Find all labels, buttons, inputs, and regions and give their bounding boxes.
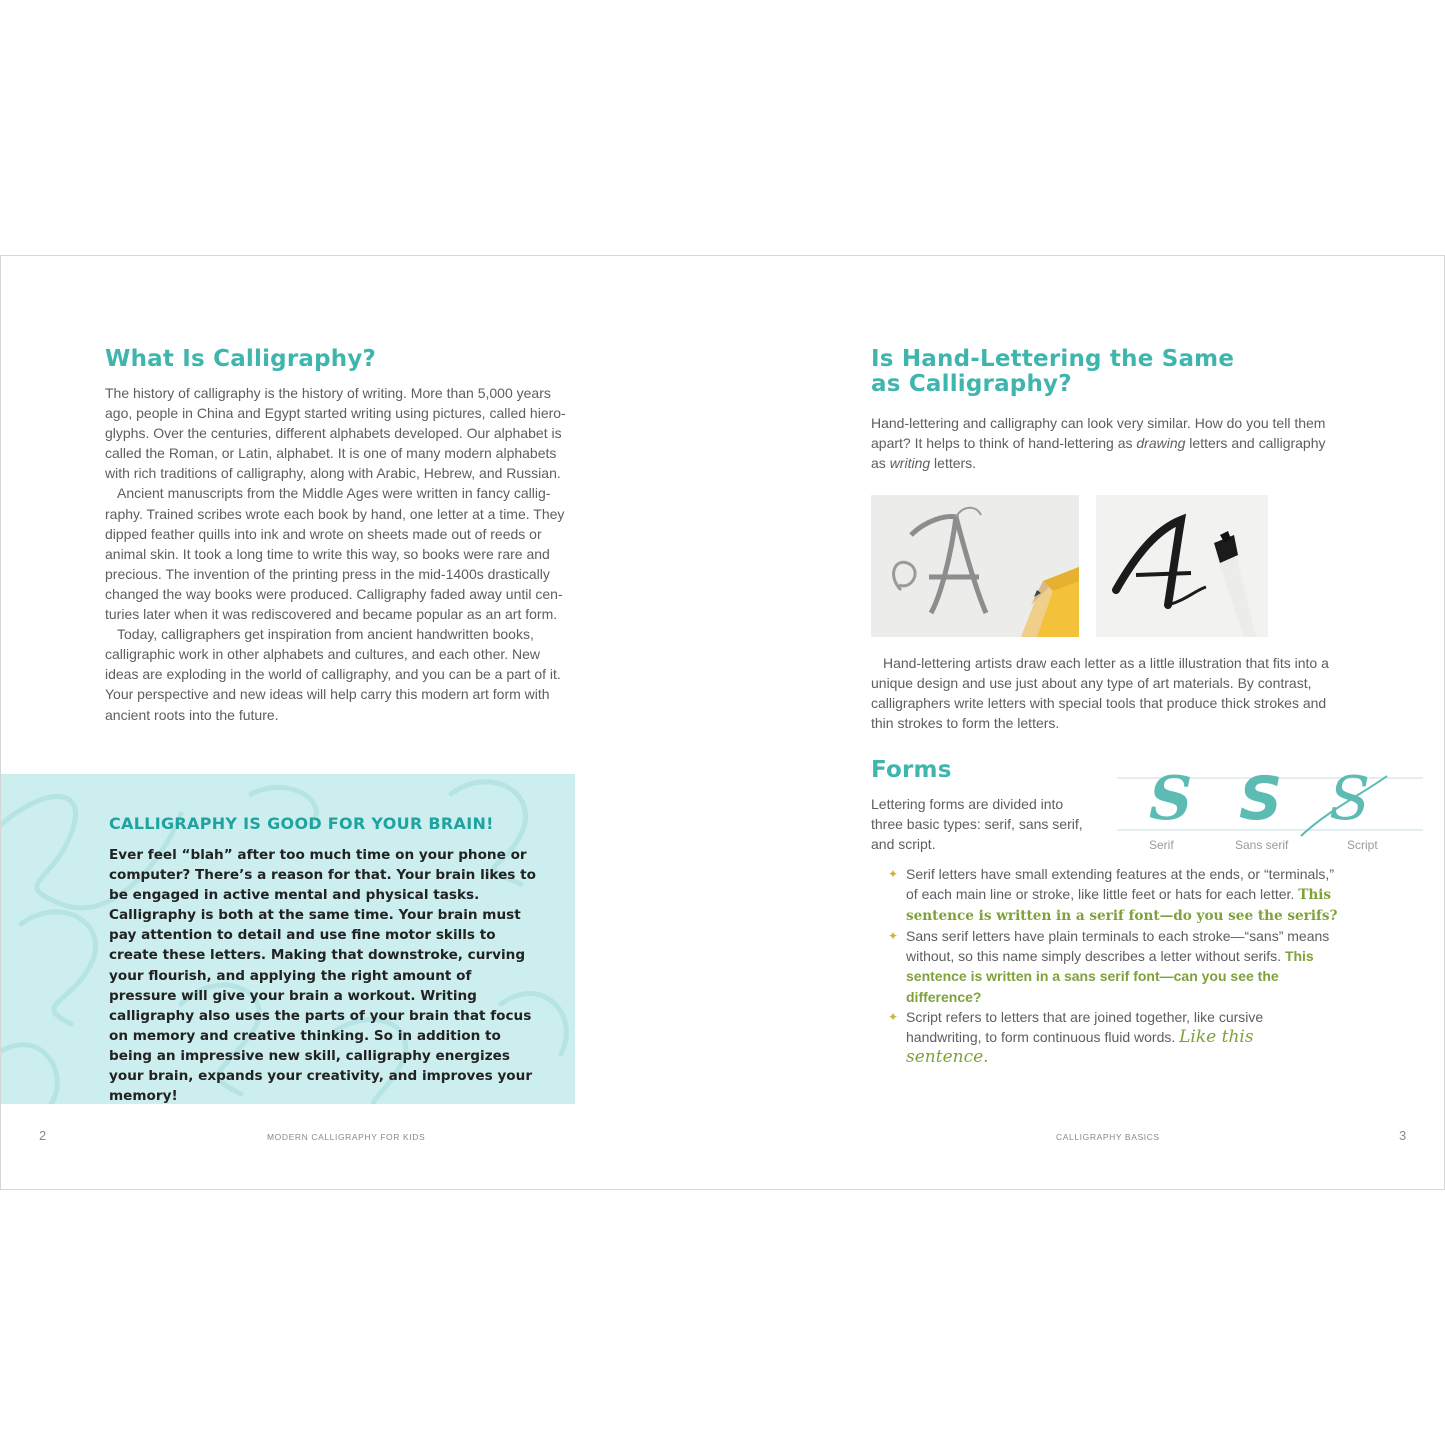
brush-pen-illustration (1096, 495, 1268, 637)
serif-sample-letter: S (1149, 764, 1193, 834)
intro-emphasis-writing: writing (889, 455, 931, 472)
sidebar-body: Ever feel “blah” after too much time on your phone or computer? There’s a reason for that. Your brain likes to be engaged in active mental and physical tasks. Calligraphy is both at the same time. Your brain must pay attention to detail and use fine motor skills to create these letters. Making that downstroke, curving your flourish, and applying the right amount of pressure will give your brain a workout. Writing calligraphy also uses the parts of your brain that focus on memory and creative thinking. So in addition to being an impressive new skill, calligraphy energizes your brain, expands your creativity, and improves your memory! (109, 847, 536, 1104)
intro-part-c: letters. (930, 455, 977, 472)
page-number-left: 2 (39, 1128, 47, 1143)
intro-part-b: letters and calligraphy as (871, 435, 1326, 472)
sans-serif-sample-sentence: This sentence is written in a sans serif font—can you see the difference? (906, 948, 1314, 1005)
footer-right: CALLIGRAPHY BASICS (1056, 1132, 1160, 1142)
four-point-star-icon: ✦ (888, 867, 899, 881)
pencil-sketch-illustration (871, 495, 1079, 637)
brush-pen-calligraphy-photo (1096, 495, 1268, 637)
bullet-serif (888, 864, 1341, 926)
right-paragraph-2: Hand-lettering artists draw each letter as a little illustration that fits into a unique design and use just about any type of art materials. By contrast, calligraphers write letters with special tools that produce thick strokes and thin strokes to form the letters. (871, 655, 1329, 732)
form-label-sans-serif: Sans serif (1235, 838, 1289, 852)
pencil-lettering-photo (871, 495, 1079, 637)
script-sample-sentence: Like this sentence. (906, 1026, 1254, 1067)
bullet-script (888, 1007, 1341, 1067)
form-label-script: Script (1347, 838, 1378, 852)
left-paragraph-3: Today, calligraphers get inspiration from ancient handwritten books, calligraphic work in other alphabets and cultures, and each other. New ideas are exploding in the world of calligraphy, and you can be a part of it. Your perspective and new ideas will help carry this modern art form with ancient roots into the future. (105, 626, 561, 723)
left-paragraph-1: The history of calligraphy is the history of writing. More than 5,000 years ago, people in China and Egypt started writing using pictures, called hiero-glyphs. Over the centuries, different alphabets developed. Our alphabet is called the Roman, or Latin, alphabet. It is one of many modern alphabets with rich traditions of calligraphy, along with Arabic, Hebrew, and Russian. (105, 385, 566, 482)
four-point-star-icon: ✦ (888, 1009, 899, 1024)
brain-sidebar (1, 774, 575, 1104)
form-label-serif: Serif (1149, 838, 1174, 852)
right-title-line-2: as Calligraphy? (871, 371, 1072, 397)
sans-serif-sample-letter: S (1239, 764, 1283, 834)
footer-left: MODERN CALLIGRAPHY FOR KIDS (267, 1132, 426, 1142)
script-sample-letter: S (1329, 764, 1371, 834)
right-intro (871, 413, 1341, 473)
left-paragraph-2: Ancient manuscripts from the Middle Ages were written in fancy callig-raphy. Trained scribes wrote each book by hand, one letter at a time. They dipped feather quills into ink and wrote on sheets made out of reeds or animal skin. It took a long time to write this way, so books were rare and precious. The invention of the printing press in the mid-1400s drastically changed the way books were produced. Calligraphy faded away until cen-turies later when it was rediscovered and became popular as an art form. (105, 485, 565, 623)
sidebar-title: CALLIGRAPHY IS GOOD FOR YOUR BRAIN! (109, 814, 494, 833)
four-point-star-icon: ✦ (888, 929, 899, 944)
serif-sample-sentence: This sentence is written in a serif font—do you see the serifs? (906, 887, 1338, 925)
letter-forms-illustration (1117, 766, 1423, 856)
bullet-script-text: Script refers to letters that are joined together, like cursive handwriting, to form continuous fluid words. (906, 1008, 1264, 1045)
left-page-title: What Is Calligraphy? (105, 346, 377, 372)
intro-part-a: Hand-lettering and calligraphy can look very similar. How do you tell them apart? It helps to think of hand-lettering as (871, 415, 1326, 452)
bullet-sans-serif (888, 926, 1341, 1006)
forms-title: Forms (871, 757, 952, 783)
left-body (105, 383, 573, 725)
bullet-sans-serif-text: Sans serif letters have plain terminals to each stroke—“sans” means without, so this name simply describes a letter without serifs. (906, 928, 1330, 965)
page-number-right: 3 (1399, 1128, 1407, 1143)
intro-emphasis-drawing: drawing (1136, 435, 1186, 452)
forms-bullet-list (888, 864, 1341, 1067)
forms-intro: Lettering forms are divided into three basic types: serif, sans serif, and script. (871, 796, 1083, 853)
book-spread (0, 255, 1445, 1190)
right-page-title (871, 347, 1234, 397)
right-title-line-1: Is Hand-Lettering the Same (871, 346, 1235, 372)
bullet-serif-text: Serif letters have small extending features at the ends, or “terminals,” of each main line or stroke, like little feet or hats for each letter. (906, 866, 1334, 903)
